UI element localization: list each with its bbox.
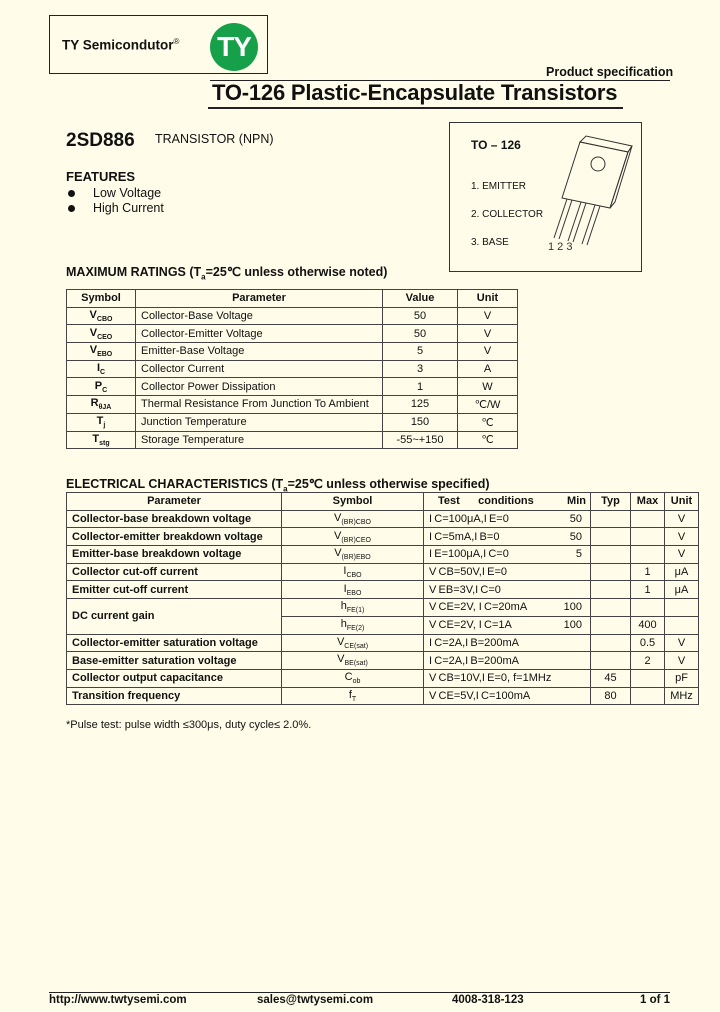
- symbol-text: I: [343, 565, 347, 577]
- parameter-cell: Junction Temperature: [136, 413, 383, 431]
- condition-text: I C=2A,I B=200mA: [429, 636, 520, 649]
- table-header-row: [67, 493, 699, 511]
- electrical-table: [66, 492, 699, 705]
- unit-cell: [665, 599, 699, 617]
- unit-cell: V: [665, 528, 699, 546]
- symbol-cell: [282, 510, 424, 528]
- symbol-text: h: [340, 600, 347, 613]
- parameter-cell: Collector output capacitance: [67, 669, 282, 687]
- part-description: TRANSISTOR (NPN): [155, 132, 274, 146]
- symbol-text: P: [94, 379, 103, 392]
- symbol-subscript: (BR)CEO: [341, 536, 371, 544]
- condition-text: I C=2A,I B=200mA: [429, 654, 520, 667]
- max-cell: 1: [631, 581, 665, 599]
- table-row: [67, 343, 518, 361]
- min-value: 100: [563, 601, 582, 614]
- table-row: [67, 528, 699, 546]
- table-row: [67, 307, 518, 325]
- symbol-subscript: CBO: [96, 316, 113, 324]
- value-cell: -55~+150: [383, 431, 458, 449]
- unit-cell: ℃: [458, 431, 518, 449]
- table-row: [67, 581, 699, 599]
- condition-text: I E=100μA,I C=0: [429, 548, 509, 561]
- unit-cell: V: [665, 510, 699, 528]
- symbol-text: R: [90, 397, 99, 410]
- symbol-text: V: [337, 653, 345, 666]
- symbol-cell: [282, 616, 424, 634]
- to126-package-icon: [540, 130, 635, 265]
- unit-cell: V: [665, 652, 699, 670]
- condition-text: V CB=50V,I E=0: [429, 566, 507, 579]
- max-cell: [631, 669, 665, 687]
- parameter-cell: Collector Current: [136, 360, 383, 378]
- parameter-cell: Base-emitter saturation voltage: [67, 652, 282, 670]
- max-ratings-heading: MAXIMUM RATINGS ($T_a=25℃$ unless otherwise noted): [66, 265, 388, 282]
- parameter-cell: Thermal Resistance From Junction To Ambient: [136, 396, 383, 414]
- unit-cell: V: [458, 343, 518, 361]
- condition-text: V CE=5V,I C=100mA: [429, 689, 531, 702]
- unit-cell: μA: [665, 581, 699, 599]
- unit-cell: V: [665, 546, 699, 564]
- symbol-cell: [67, 413, 136, 431]
- symbol-text: V: [89, 344, 98, 357]
- value-cell: 50: [383, 307, 458, 325]
- symbol-text: I: [96, 362, 100, 374]
- symbol-text: V: [334, 511, 342, 524]
- symbol-text: V: [336, 635, 345, 648]
- symbol-text: V: [89, 326, 98, 339]
- min-value: 50: [569, 530, 582, 543]
- feature-text: Low Voltage: [93, 186, 162, 200]
- condition-text: I C=100μA,I E=0: [429, 513, 509, 526]
- col-header: Test conditions: [438, 495, 534, 508]
- symbol-subscript: CBO: [346, 572, 362, 580]
- table-row: [67, 325, 518, 343]
- unit-cell: μA: [665, 563, 699, 581]
- symbol-cell: [67, 431, 136, 449]
- pulse-test-note: *Pulse test: pulse width ≤300μs, duty cycle≤ 2.0%.: [66, 719, 312, 731]
- symbol-subscript: EBO: [97, 351, 113, 359]
- value-cell: 125: [383, 396, 458, 414]
- feature-item: [66, 186, 164, 201]
- col-header: Unit: [458, 290, 518, 308]
- parameter-cell: Emitter-base breakdown voltage: [67, 546, 282, 564]
- symbol-cell: [282, 528, 424, 546]
- parameter-cell: Collector-base breakdown voltage: [67, 510, 282, 528]
- symbol-cell: [67, 360, 136, 378]
- part-number: 2SD886: [66, 130, 135, 151]
- symbol-cell: [282, 669, 424, 687]
- ty-logo-icon: TY: [210, 23, 258, 71]
- table-row: [67, 431, 518, 449]
- symbol-cell: [282, 634, 424, 652]
- unit-cell: ℃/W: [458, 396, 518, 414]
- symbol-text: h: [340, 618, 347, 631]
- symbol-subscript: CE(sat): [344, 642, 369, 650]
- table-row: [67, 563, 699, 581]
- col-header: Unit: [665, 493, 699, 511]
- typ-cell: 80: [591, 687, 631, 705]
- pin-label: 2. COLLECTOR: [471, 209, 544, 220]
- symbol-text: V: [334, 547, 342, 560]
- typ-cell: [591, 599, 631, 617]
- pin-numbers: 1 2 3: [548, 241, 573, 253]
- symbol-subscript: (BR)EBO: [341, 554, 371, 562]
- unit-cell: V: [458, 307, 518, 325]
- symbol-subscript: stg: [99, 439, 110, 447]
- min-value: 5: [575, 548, 582, 561]
- max-cell: [631, 687, 665, 705]
- symbol-subscript: BE(sat): [344, 660, 368, 668]
- condition-cell: [424, 616, 591, 634]
- value-cell: 150: [383, 413, 458, 431]
- symbol-cell: [282, 652, 424, 670]
- parameter-cell: Collector-emitter saturation voltage: [67, 634, 282, 652]
- min-value: 100: [563, 619, 582, 632]
- footer-website-link[interactable]: http://www.twtysemi.com: [49, 994, 187, 1006]
- parameter-cell: Emitter cut-off current: [67, 581, 282, 599]
- max-cell: 1: [631, 563, 665, 581]
- pin-label: 3. BASE: [471, 237, 509, 248]
- symbol-subscript: θJA: [98, 404, 112, 412]
- col-header: Min: [567, 495, 586, 508]
- value-cell: 50: [383, 325, 458, 343]
- min-value: 50: [569, 513, 582, 526]
- parameter-cell: Collector Power Dissipation: [136, 378, 383, 396]
- symbol-text: C: [344, 671, 353, 684]
- table-row: [67, 652, 699, 670]
- condition-text: V CE=2V, I C=20mA: [429, 601, 528, 614]
- condition-text: V CB=10V,I E=0, f=1MHz: [429, 672, 552, 685]
- symbol-cell: [282, 546, 424, 564]
- condition-cell: [424, 546, 591, 564]
- symbol-subscript: C: [100, 369, 106, 377]
- symbol-cell: [67, 396, 136, 414]
- symbol-subscript: (BR)CBO: [341, 519, 371, 527]
- typ-cell: [591, 634, 631, 652]
- parameter-cell: DC current gain: [67, 599, 282, 634]
- typ-cell: [591, 510, 631, 528]
- unit-cell: [665, 616, 699, 634]
- max-cell: 2: [631, 652, 665, 670]
- col-header: Parameter: [136, 290, 383, 308]
- package-title: TO – 126: [471, 138, 521, 152]
- symbol-subscript: T: [351, 696, 357, 703]
- footer-rule: [49, 992, 670, 993]
- symbol-subscript: j: [103, 422, 106, 430]
- footer-email-link[interactable]: sales@twtysemi.com: [257, 994, 374, 1006]
- product-specification-label: Product specification: [546, 65, 674, 79]
- table-header-row: [67, 290, 518, 308]
- col-header-conditions: [424, 493, 591, 511]
- document-title: TO-126 Plastic-Encapsulate Transistors: [212, 80, 618, 105]
- value-cell: 3: [383, 360, 458, 378]
- symbol-subscript: CEO: [97, 333, 113, 341]
- condition-cell: [424, 652, 591, 670]
- col-header: Symbol: [67, 290, 136, 308]
- symbol-cell: [282, 599, 424, 617]
- symbol-cell: [67, 343, 136, 361]
- symbol-subscript: ob: [352, 678, 361, 686]
- title-underline: [208, 107, 623, 109]
- footer-page-number: 1 of 1: [640, 994, 671, 1006]
- table-row: [67, 669, 699, 687]
- value-cell: 1: [383, 378, 458, 396]
- feature-item: [66, 201, 164, 216]
- col-header: Max: [631, 493, 665, 511]
- unit-cell: MHz: [665, 687, 699, 705]
- symbol-subscript: FE(2): [346, 625, 365, 633]
- symbol-cell: [282, 563, 424, 581]
- value-cell: 5: [383, 343, 458, 361]
- unit-cell: pF: [665, 669, 699, 687]
- typ-cell: [591, 528, 631, 546]
- symbol-text: T: [92, 432, 100, 445]
- condition-cell: [424, 634, 591, 652]
- parameter-cell: Storage Temperature: [136, 431, 383, 449]
- unit-cell: A: [458, 360, 518, 378]
- symbol-cell: [67, 325, 136, 343]
- electrical-heading: ELECTRICAL CHARACTERISTICS ($T_a=25℃$ unless otherwise specified): [66, 477, 490, 494]
- condition-text: V EB=3V,I C=0: [429, 583, 501, 596]
- table-row: [67, 546, 699, 564]
- symbol-text: T: [96, 415, 104, 428]
- feature-text: High Current: [93, 201, 164, 215]
- typ-cell: [591, 652, 631, 670]
- typ-cell: [591, 581, 631, 599]
- typ-cell: [591, 546, 631, 564]
- col-header: Typ: [591, 493, 631, 511]
- pin-label: 1. EMITTER: [471, 181, 527, 192]
- bullet-icon: [68, 190, 75, 197]
- symbol-cell: [67, 307, 136, 325]
- symbol-text: f: [348, 688, 352, 701]
- condition-cell: [424, 563, 591, 581]
- table-row: [67, 413, 518, 431]
- condition-cell: [424, 599, 591, 617]
- max-cell: [631, 528, 665, 546]
- col-header: Parameter: [67, 493, 282, 511]
- parameter-cell: Collector-emitter breakdown voltage: [67, 528, 282, 546]
- features-heading: FEATURES: [66, 169, 136, 184]
- table-row: [67, 687, 699, 705]
- bullet-icon: [68, 205, 75, 212]
- parameter-cell: Transition frequency: [67, 687, 282, 705]
- parameter-cell: Emitter-Base Voltage: [136, 343, 383, 361]
- max-cell: 0.5: [631, 634, 665, 652]
- max-cell: [631, 599, 665, 617]
- unit-cell: W: [458, 378, 518, 396]
- table-row: [67, 599, 699, 617]
- typ-cell: 45: [591, 669, 631, 687]
- features-list: [66, 186, 164, 216]
- condition-cell: [424, 669, 591, 687]
- symbol-text: V: [89, 308, 97, 321]
- symbol-subscript: EBO: [346, 589, 362, 597]
- condition-cell: [424, 581, 591, 599]
- condition-cell: [424, 510, 591, 528]
- symbol-subscript: FE(1): [346, 607, 365, 615]
- table-row: [67, 378, 518, 396]
- table-row: [67, 634, 699, 652]
- symbol-cell: [67, 378, 136, 396]
- table-row: [67, 510, 699, 528]
- footer-phone: 4008-318-123: [452, 994, 524, 1006]
- symbol-subscript: C: [102, 386, 108, 394]
- parameter-cell: Collector-Emitter Voltage: [136, 325, 383, 343]
- typ-cell: [591, 616, 631, 634]
- parameter-cell: Collector cut-off current: [67, 563, 282, 581]
- max-cell: [631, 546, 665, 564]
- table-row: [67, 396, 518, 414]
- max-ratings-table: [66, 289, 518, 449]
- symbol-cell: [282, 581, 424, 599]
- table-row: [67, 360, 518, 378]
- company-name: TY Semicondutor®: [62, 37, 180, 53]
- parameter-cell: Collector-Base Voltage: [136, 307, 383, 325]
- condition-text: V CE=2V, I C=1A: [429, 619, 512, 632]
- col-header: Value: [383, 290, 458, 308]
- unit-cell: ℃: [458, 413, 518, 431]
- unit-cell: V: [665, 634, 699, 652]
- symbol-text: V: [334, 529, 342, 542]
- unit-cell: V: [458, 325, 518, 343]
- condition-cell: [424, 687, 591, 705]
- symbol-cell: [282, 687, 424, 705]
- max-cell: 400: [631, 616, 665, 634]
- condition-cell: [424, 528, 591, 546]
- max-cell: [631, 510, 665, 528]
- typ-cell: [591, 563, 631, 581]
- condition-text: I C=5mA,I B=0: [429, 530, 500, 543]
- symbol-text: I: [343, 582, 347, 595]
- col-header: Symbol: [282, 493, 424, 511]
